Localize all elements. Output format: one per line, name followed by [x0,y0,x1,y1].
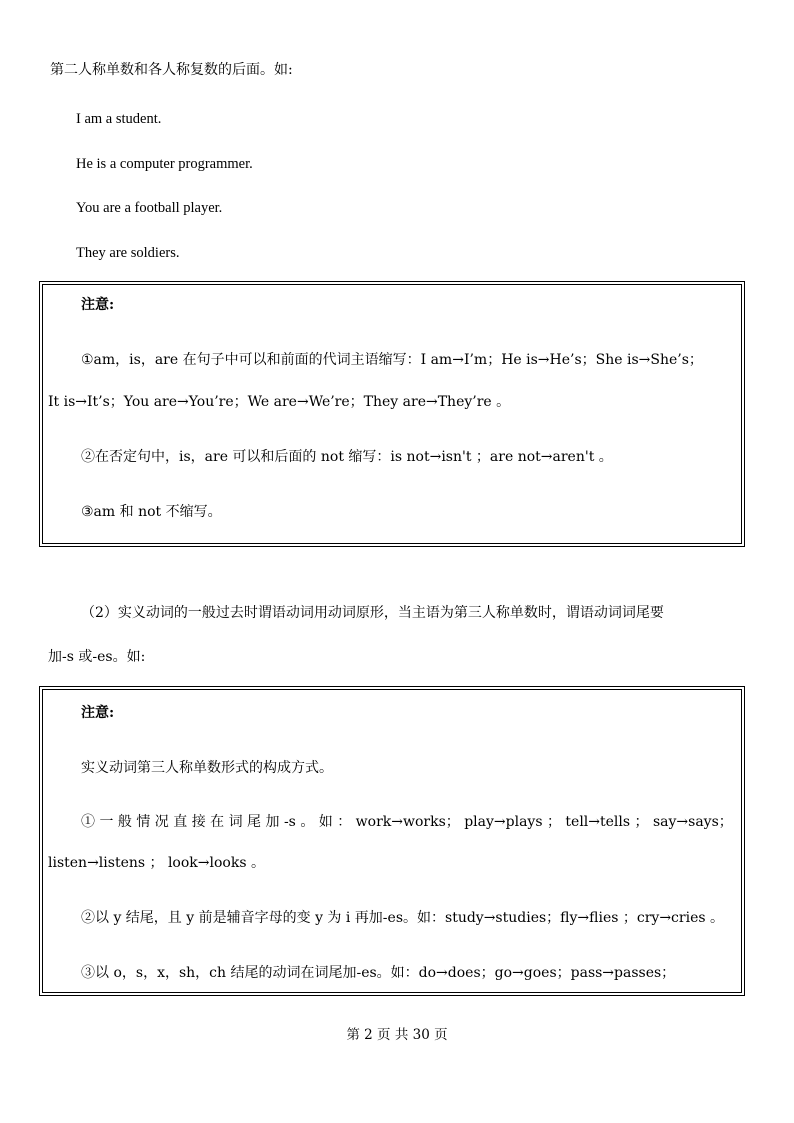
intro-line: 第二人称单数和各人称复数的后面。如: [50,62,293,78]
note-item-2: ②在否定句中，is，are 可以和后面的 not 缩写：is not→isn't ；are not→aren't 。 [81,449,613,465]
note-2-item-3: ③以 o，s，x，sh，ch 结尾的动词在词尾加-es。如：do→does；go→goes；pass→passes； [81,965,676,981]
page-footer: 第 2 页 共 30 页 [346,1027,448,1043]
section-2-line-1: （2）实义动词的一般过去时谓语动词用动词原形，当主语为第三人称单数时，谓语动词词尾要 [81,605,664,621]
note-title: 注意: [81,297,115,313]
example-sentence-4: They are soldiers. [76,245,180,261]
example-sentence-1: I am a student. [76,111,162,127]
note-item-3: ③am 和 not 不缩写。 [81,504,222,520]
example-sentence-2: He is a computer programmer. [76,156,253,172]
note-2-title: 注意: [81,705,115,721]
note-2-item-1-line-2: listen→listens ； look→looks 。 [48,855,265,871]
note-2-item-2: ②以 y 结尾，且 y 前是辅音字母的变 y 为 i 再加-es。如：study→studies；fly→flies ；cry→cries 。 [81,910,724,926]
note-item-1-line-1: ①am，is，are 在句子中可以和前面的代词主语缩写：I am→I’m；He is→He’s；She is→She’s； [81,352,703,368]
note-item-1-line-2: It is→It’s；You are→You’re；We are→We’re；They are→They’re 。 [48,394,511,410]
note-box-third-person [39,686,745,996]
example-sentence-3: You are a football player. [76,200,223,216]
note-2-item-1-line-1: ① 一 般 情 况 直 接 在 词 尾 加 -s 。 如 ： work→works； play→plays ； tell→tells ； say→says； [81,814,733,830]
note-2-subtitle: 实义动词第三人称单数形式的构成方式。 [81,760,333,776]
section-2-line-2: 加-s 或-es。如: [48,649,146,665]
